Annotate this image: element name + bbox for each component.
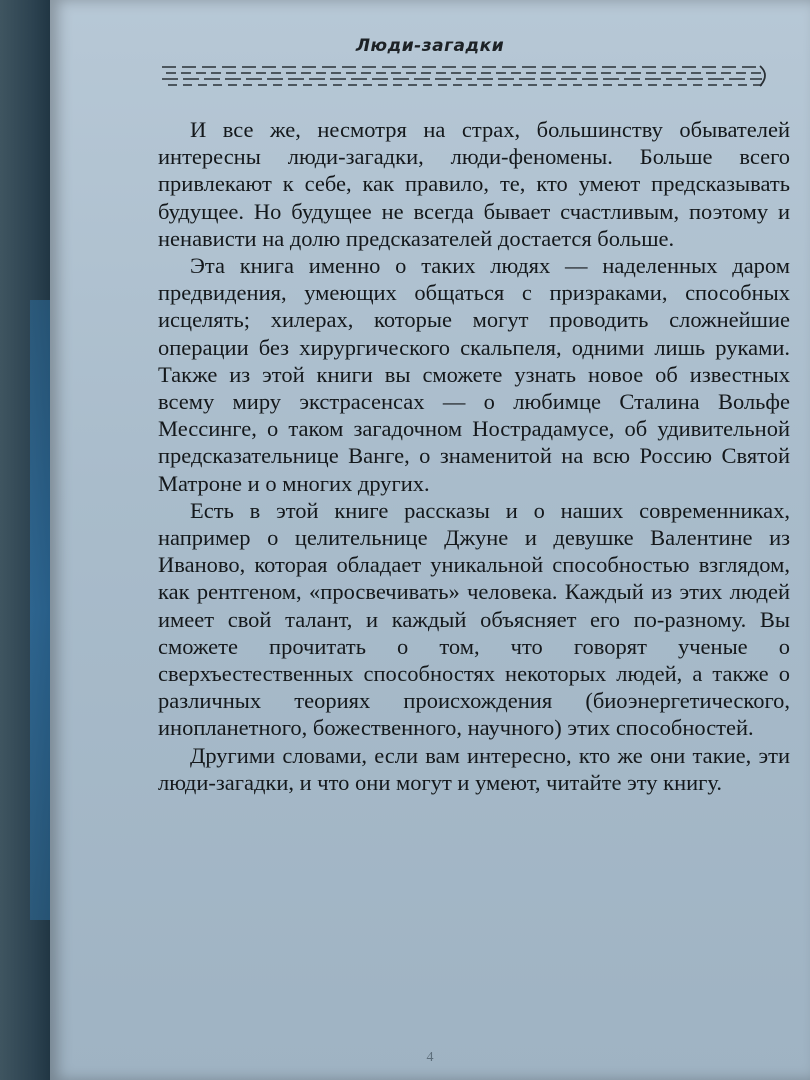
header-ornament [162,62,772,88]
paragraph: Эта книга именно о таких людях — наделенных даром предвидения, умеющих общаться с призраками, способных исцелять; хилерах, которые могут проводить сложнейшие операции без хирургического скальпеля, одними лишь руками. Также из этой книги вы сможете узнать новое об известных всему миру экстрасенсах — о любимце Сталина Вольфе Мессинге, о таком загадочном Нострадамусе, об удивительной предсказательнице Ванге, о знаменитой на всю Россию Святой Матроне и о многих других. [158,253,790,496]
main-text [158,116,790,796]
paragraph: Есть в этой книге рассказы и о наших современниках, например о целительнице Джуне и девушке Валентине из Иваново, которая обладает уникальной способностью взглядом, как рентгеном, «просвечивать» человека. Каждый из этих людей имеет свой талант, и каждый объясняет его по-разному. Вы сможете прочитать о том, что говорят ученые о сверхъестественных способностях некоторых людей, а также о различных теориях происхождения (биоэнергетического, инопланетного, божественного, научного) этих способностей. [158,497,790,741]
paragraph: Другими словами, если вам интересно, кто же они такие, эти люди-загадки, и что они могут и умеют, читайте эту книгу. [158,742,790,795]
paragraph: И все же, несмотря на страх, большинству обывателей интересны люди-загадки, люди-феномены. Больше всего привлекают к себе, как правило, те, кто умеют предсказывать будущее. Но будущее не всегда бывает счастливым, поэтому и ненависти на долю предсказателей достается больше. [158,117,790,251]
page-number: 4 [426,1050,434,1065]
book-spine [30,300,50,920]
book-page [50,0,810,1080]
running-header-title: Люди-загадки [355,36,505,56]
